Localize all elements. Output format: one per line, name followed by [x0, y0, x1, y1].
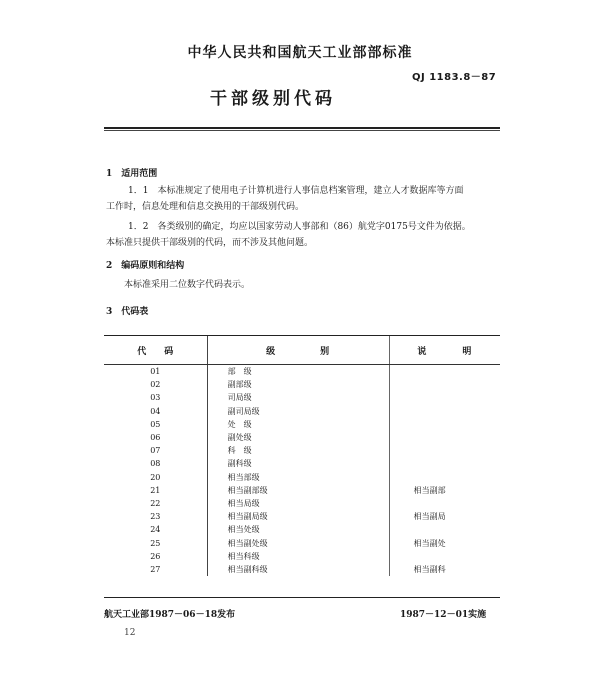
- ministry-heading: 中华人民共和国航天工业部部标准: [187, 45, 413, 61]
- code-cell: 25: [150, 538, 161, 548]
- note-cell: 相当副部: [389, 484, 500, 497]
- table-row: [104, 536, 500, 549]
- table-row: [104, 378, 500, 391]
- header-rule-thick: [104, 127, 500, 129]
- code-cell: 20: [150, 472, 161, 482]
- note-cell: [389, 497, 500, 510]
- table-row: [104, 563, 500, 576]
- code-cell: 26: [150, 551, 161, 561]
- level-cell: 科 级: [207, 444, 389, 457]
- code-cell: 06: [150, 433, 161, 443]
- section-3-heading: 3 代码表: [106, 307, 149, 317]
- code-cell: 05: [150, 419, 161, 429]
- table-row: [104, 484, 500, 497]
- standard-number: QJ 1183.8－87: [412, 72, 497, 83]
- code-cell: 03: [150, 393, 161, 403]
- issue-date: 航天工业部1987－06－18发布: [104, 610, 236, 620]
- document-title: 干部级别代码: [210, 89, 336, 109]
- code-cell: 21: [150, 485, 161, 495]
- table-row: [104, 510, 500, 523]
- note-cell: [389, 444, 500, 457]
- code-cell: 08: [150, 459, 161, 469]
- note-cell: 相当副处: [389, 536, 500, 549]
- note-cell: [389, 365, 500, 379]
- level-cell: 相当副局级: [207, 510, 389, 523]
- table-row: [104, 431, 500, 444]
- note-cell: [389, 431, 500, 444]
- note-cell: 相当副局: [389, 510, 500, 523]
- header-rule-thin: [104, 130, 500, 131]
- section-1-1-line-1: 1．1 本标准规定了使用电子计算机进行人事信息档案管理，建立人才数据库等方面: [128, 186, 464, 196]
- table-row: [104, 457, 500, 470]
- note-cell: 相当副科: [389, 563, 500, 576]
- header-level: 级 别: [207, 336, 389, 365]
- section-2-paragraph: 本标准采用二位数字代码表示。: [124, 280, 251, 290]
- note-cell: [389, 550, 500, 563]
- code-cell: 01: [150, 367, 161, 377]
- code-cell: 27: [150, 564, 161, 574]
- code-cell: 04: [150, 406, 161, 416]
- note-cell: [389, 471, 500, 484]
- code-cell: 24: [150, 525, 161, 535]
- table-row: [104, 471, 500, 484]
- section-2-heading: 2 编码原则和结构: [106, 261, 185, 271]
- header-note: 说 明: [389, 336, 500, 365]
- note-cell: [389, 457, 500, 470]
- table-body: [104, 365, 500, 577]
- code-cell: 23: [150, 512, 161, 522]
- level-cell: 副科级: [207, 457, 389, 470]
- footer-rule: [104, 597, 500, 598]
- level-cell: 副司局级: [207, 405, 389, 418]
- section-1-2-line-1: 1．2 各类级别的确定，均应以国家劳动人事部和（86）航党字0175号文件为依据。: [128, 222, 471, 232]
- table-row: [104, 444, 500, 457]
- section-1-2-line-2: 本标准只提供干部级别的代码，而不涉及其他问题。: [106, 238, 314, 248]
- note-cell: [389, 523, 500, 536]
- table-row: [104, 405, 500, 418]
- code-cell: 02: [150, 380, 161, 390]
- level-cell: 相当部级: [207, 471, 389, 484]
- level-cell: 副处级: [207, 431, 389, 444]
- note-cell: [389, 391, 500, 404]
- effective-date: 1987－12－01实施: [400, 610, 487, 620]
- level-cell: 相当副部级: [207, 484, 389, 497]
- table-row: [104, 550, 500, 563]
- table-row: [104, 497, 500, 510]
- table-row: [104, 418, 500, 431]
- page-number: 12: [124, 628, 136, 638]
- header-code: 代 码: [104, 336, 207, 365]
- level-cell: 相当处级: [207, 523, 389, 536]
- level-cell: 部 级: [207, 365, 389, 379]
- level-cell: 相当副科级: [207, 563, 389, 576]
- section-1-1-line-2: 工作时，信息处理和信息交换用的干部级别代码。: [106, 202, 305, 212]
- level-cell: 司局级: [207, 391, 389, 404]
- note-cell: [389, 378, 500, 391]
- table-row: [104, 523, 500, 536]
- note-cell: [389, 405, 500, 418]
- level-cell: 副部级: [207, 378, 389, 391]
- note-cell: [389, 418, 500, 431]
- code-cell: 07: [150, 446, 161, 456]
- code-cell: 22: [150, 498, 161, 508]
- section-1-heading: 1 适用范围: [106, 169, 158, 179]
- level-cell: 相当科级: [207, 550, 389, 563]
- table-header-row: [104, 336, 500, 365]
- level-cell: 处 级: [207, 418, 389, 431]
- code-table: [104, 335, 500, 576]
- table-row: [104, 365, 500, 379]
- table-row: [104, 391, 500, 404]
- level-cell: 相当副处级: [207, 536, 389, 549]
- level-cell: 相当局级: [207, 497, 389, 510]
